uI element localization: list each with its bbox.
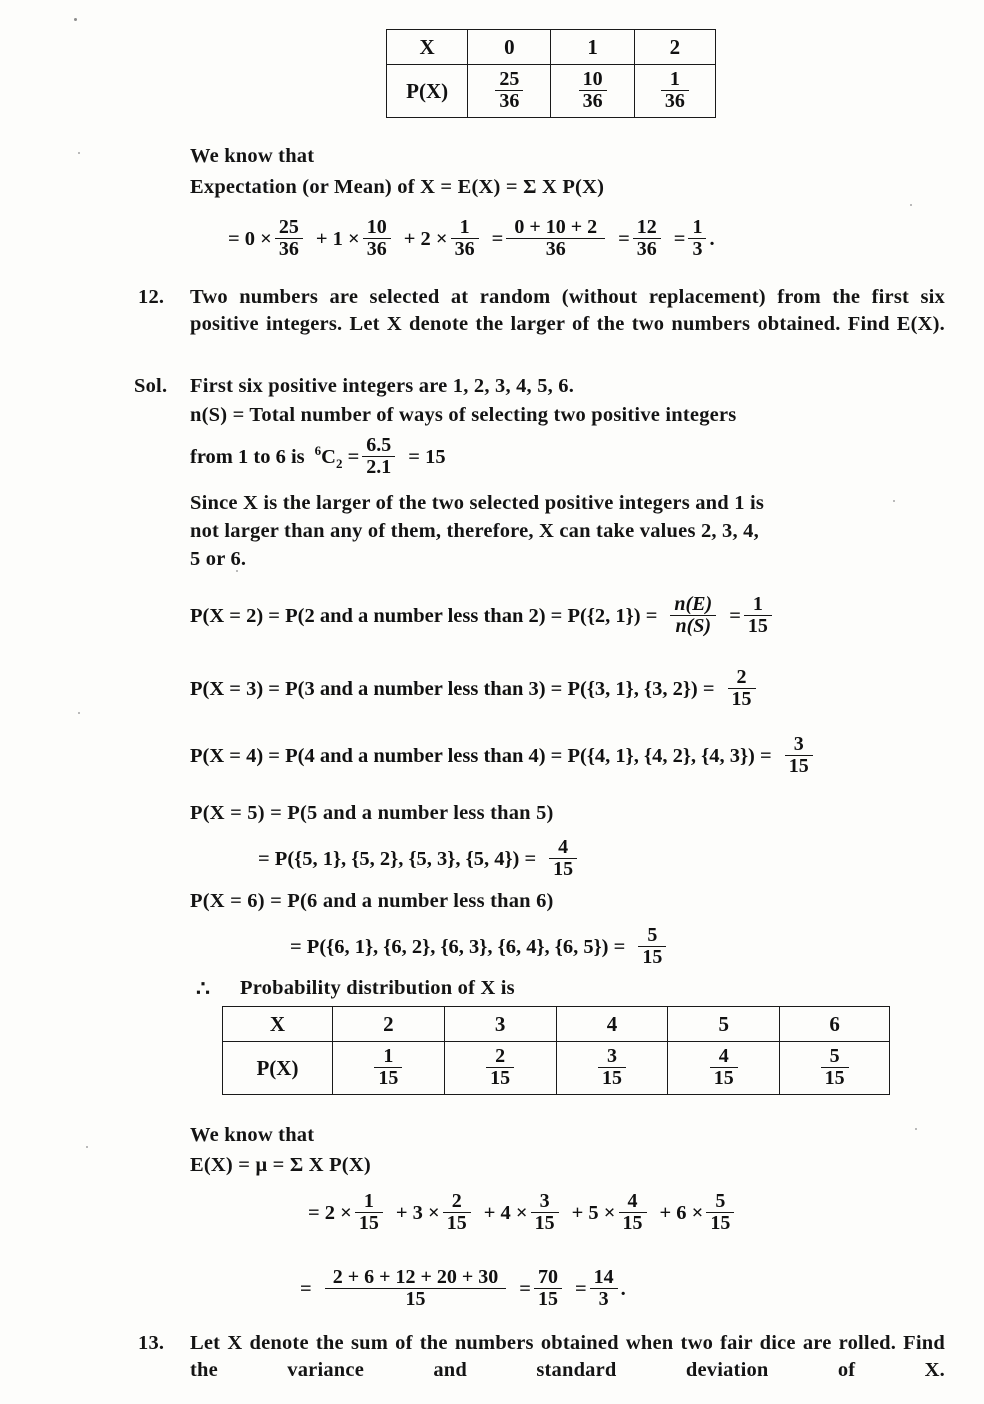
fraction: $\frac{10}{36}$ — [363, 217, 391, 260]
artifact-dot — [893, 500, 895, 502]
expectation-calculation-2 — [308, 1192, 737, 1235]
fraction: $\frac{3}{15}$ — [598, 1046, 626, 1089]
fraction: $\frac{4}{15}$ — [619, 1191, 647, 1234]
since-line-2: not larger than any of them, therefore, X can take values 2, 3, 4, — [190, 520, 759, 542]
px-equals-3-line — [190, 668, 759, 711]
fraction: $\frac{12}{36}$ — [633, 217, 661, 260]
probability-distribution-table-2 — [222, 1006, 890, 1095]
fraction: $\frac{3}{15}$ — [531, 1191, 559, 1234]
equals: = — [618, 228, 630, 250]
x-value-cell: 4 — [556, 1007, 668, 1042]
x-value-cell: 0 — [468, 30, 551, 65]
x-value-cell: 5 — [668, 1007, 780, 1042]
equals: = — [300, 1278, 312, 1300]
p-value-cell — [551, 65, 634, 118]
fraction: $\frac{70}{15}$ — [534, 1267, 562, 1310]
period: . — [620, 1278, 626, 1300]
fraction: $\frac{25}{36}$ — [495, 69, 523, 112]
question-12-number: 12. — [138, 286, 165, 308]
fraction: $\frac{0 + 10 + 2}{36}$ — [506, 217, 605, 260]
fraction: $\frac{25}{36}$ — [275, 217, 303, 260]
term-coeff: + 5 × — [571, 1202, 616, 1224]
period: . — [709, 228, 715, 250]
px-4-text: P(X = 4) = P(4 and a number less than 4) = P({4, 1}, {4, 2}, {4, 3}) = — [190, 745, 772, 767]
question-13-text: Let X denote the sum of the numbers obtained when two fair dice are rolled. Find the variance and standard deviation of X. — [190, 1332, 945, 1381]
px-equals-5-line: P(X = 5) = P(5 and a number less than 5) — [190, 802, 554, 824]
equals: = — [673, 228, 686, 250]
artifact-dot — [78, 152, 80, 154]
x-value-cell: 3 — [444, 1007, 556, 1042]
p-value-cell — [468, 65, 551, 118]
expectation-definition: Expectation (or Mean) of X = E(X) = Σ X P(X) — [190, 176, 605, 198]
fraction: $\frac{2}{15}$ — [728, 667, 756, 710]
px-equals-6-continued — [290, 926, 669, 969]
px-3-text: P(X = 3) = P(3 and a number less than 3) = P({3, 1}, {3, 2}) = — [190, 678, 715, 700]
equals: = — [491, 228, 504, 250]
x-value-cell: 2 — [634, 30, 715, 65]
equals: = — [574, 1278, 587, 1300]
term-coeff: + 1 × — [315, 228, 360, 250]
p-value-cell — [444, 1042, 556, 1095]
fraction: $\frac{2}{15}$ — [486, 1046, 514, 1089]
artifact-dot — [915, 1128, 917, 1130]
px-equals-4-line — [190, 735, 816, 778]
fraction: $\frac{2 + 6 + 12 + 20 + 30}{15}$ — [325, 1267, 507, 1310]
solution-line-3 — [190, 436, 446, 479]
solution-label: Sol. — [134, 375, 168, 397]
artifact-dot — [910, 204, 912, 206]
fraction: $\frac{10}{36}$ — [579, 69, 607, 112]
table-row — [387, 30, 716, 65]
solution-line-1: First six positive integers are 1, 2, 3, 4, 5, 6. — [190, 375, 575, 397]
since-line-3: 5 or 6. — [190, 548, 247, 570]
we-know-that-line-2: We know that — [190, 1124, 315, 1146]
ncr-prefix: from 1 to 6 is — [190, 446, 305, 468]
term-coeff: = 0 × — [228, 228, 272, 250]
x-value-cell: 1 — [551, 30, 634, 65]
equals: = — [729, 605, 741, 627]
row-label-px: P(X) — [387, 65, 468, 118]
fraction: $\frac{2}{15}$ — [443, 1191, 471, 1234]
probability-distribution-table-1 — [386, 29, 716, 118]
p-value-cell — [780, 1042, 890, 1095]
artifact-dot — [78, 712, 80, 714]
term-coeff: + 2 × — [403, 228, 448, 250]
artifact-dot — [86, 1146, 88, 1148]
probability-distribution-caption: Probability distribution of X is — [240, 977, 515, 999]
term-coeff: = 2 × — [308, 1202, 352, 1224]
fraction: $\frac{1}{36}$ — [451, 217, 479, 260]
table-row — [223, 1007, 890, 1042]
fraction: $\frac{1}{15}$ — [744, 594, 772, 637]
row-label-px: P(X) — [223, 1042, 333, 1095]
expectation-mu-definition: E(X) = μ = Σ X P(X) — [190, 1154, 371, 1176]
px-5-cont-text: = P({5, 1}, {5, 2}, {5, 3}, {5, 4}) = — [258, 848, 537, 870]
p-value-cell — [556, 1042, 668, 1095]
expectation-calculation-2-result — [300, 1268, 626, 1311]
px-2-text: P(X = 2) = P(2 and a number less than 2) = P({2, 1}) = — [190, 605, 658, 627]
px-equals-6-line: P(X = 6) = P(6 and a number less than 6) — [190, 890, 554, 912]
expectation-calculation-1 — [228, 218, 715, 261]
px-6-cont-text: = P({6, 1}, {6, 2}, {6, 3}, {6, 4}, {6, 5}) = — [290, 936, 626, 958]
fraction: $\frac{6.5}{2.1}$ — [362, 435, 395, 478]
term-coeff: + 4 × — [483, 1202, 528, 1224]
px-equals-2-line — [190, 595, 775, 638]
we-know-that-line-1: We know that — [190, 145, 315, 167]
px-equals-5-continued — [258, 838, 580, 881]
therefore-symbol: ∴ — [196, 976, 211, 1001]
term-coeff: + 3 × — [395, 1202, 440, 1224]
x-value-cell: 6 — [780, 1007, 890, 1042]
question-12-text: Two numbers are selected at random (without replacement) from the first six positive integers. Let X denote the larger of the two numbers obtained. Find E(X). — [190, 286, 945, 335]
since-line-1: Since X is the larger of the two selected positive integers and 1 is — [190, 492, 765, 514]
question-13-number: 13. — [138, 1332, 165, 1354]
fraction: $\frac{1}{3}$ — [688, 217, 706, 260]
p-value-cell — [332, 1042, 444, 1095]
table-row — [223, 1042, 890, 1095]
fraction: $\frac{1}{15}$ — [374, 1046, 402, 1089]
fraction: $\frac{3}{15}$ — [785, 734, 813, 777]
table-row — [387, 65, 716, 118]
fraction: $\frac{4}{15}$ — [710, 1046, 738, 1089]
artifact-dot — [74, 18, 77, 21]
solution-line-2: n(S) = Total number of ways of selecting two positive integers — [190, 404, 737, 426]
x-value-cell: 2 — [332, 1007, 444, 1042]
fraction: $\frac{5}{15}$ — [706, 1191, 734, 1234]
fraction-n-e-over-n-s: $\frac{n(E)}{n(S)}$ — [670, 594, 716, 637]
term-coeff: + 6 × — [659, 1202, 704, 1224]
equals: = — [519, 1278, 531, 1300]
ncr-expression: $^6C_2$ = — [314, 443, 360, 471]
row-label-x: X — [223, 1007, 333, 1042]
fraction: $\frac{1}{15}$ — [355, 1191, 383, 1234]
fraction: $\frac{4}{15}$ — [549, 837, 577, 880]
fraction: $\frac{1}{36}$ — [661, 69, 689, 112]
fraction: $\frac{5}{15}$ — [638, 925, 666, 968]
ncr-result: = 15 — [408, 446, 446, 468]
p-value-cell — [634, 65, 715, 118]
row-label-x: X — [387, 30, 468, 65]
fraction: $\frac{5}{15}$ — [821, 1046, 849, 1089]
p-value-cell — [668, 1042, 780, 1095]
fraction: $\frac{14}{3}$ — [590, 1267, 618, 1310]
